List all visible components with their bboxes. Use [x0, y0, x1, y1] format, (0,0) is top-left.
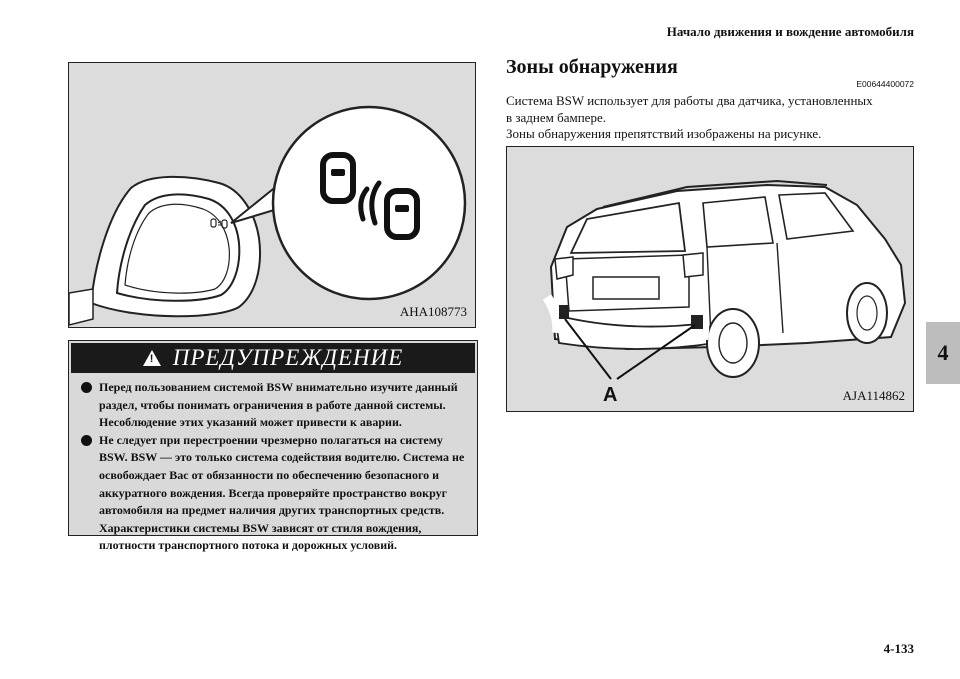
warning-icon-glyph: ! — [149, 353, 154, 365]
car-rear-illustration — [507, 147, 913, 411]
warning-item — [81, 379, 467, 432]
section-paragraph — [506, 93, 916, 143]
sensor-callout-label: A — [603, 384, 618, 406]
section-title: Зоны обнаружения — [506, 56, 678, 78]
paragraph-line: Система BSW использует для работы два датчика, установленных — [506, 93, 873, 108]
warning-box — [68, 340, 478, 553]
figure-code: AJA114862 — [842, 388, 905, 403]
paragraph-line: в заднем бампере. — [506, 109, 606, 125]
mirror-illustration — [69, 63, 475, 327]
warning-body — [81, 379, 467, 555]
warning-header — [71, 343, 475, 373]
figure-code: AHA108773 — [399, 304, 467, 319]
page-number: 4-133 — [883, 641, 914, 656]
warning-item — [81, 432, 467, 555]
running-header: Начало движения и вождение автомобиля — [666, 24, 914, 39]
chapter-tab[interactable]: 4 — [926, 322, 960, 384]
bullet-icon — [81, 382, 92, 393]
warning-item-text: Не следует при перестроении чрезмерно полагаться на систему BSW. BSW — это только система содействия водителю. Система не освобождает Вас от обязанности по обеспечению безопасного и аккуратного вождения. Всегда проверяйте пространство вокруг автомобиля на предмет наличия других транспортных средств. Характеристики системы BSW зависят от стиля вождения, плотности транспортного потока и дорожных условий. — [99, 432, 465, 553]
paragraph-line: Зоны обнаружения препятствий изображены на рисунке. — [506, 126, 822, 142]
bullet-icon — [81, 435, 92, 446]
sensor-location-figure — [506, 146, 914, 412]
warning-title: ПРЕДУПРЕЖДЕНИЕ — [172, 345, 404, 370]
warning-triangle-icon — [143, 350, 161, 366]
reference-code: E00644400072 — [856, 79, 914, 89]
warning-item-text: Перед пользованием системой BSW внимательно изучите данный раздел, чтобы понимать ограничения в работе данной системы. Несоблюдение этих указаний может привести к аварии. — [99, 380, 458, 430]
mirror-indicator-figure — [68, 62, 476, 328]
